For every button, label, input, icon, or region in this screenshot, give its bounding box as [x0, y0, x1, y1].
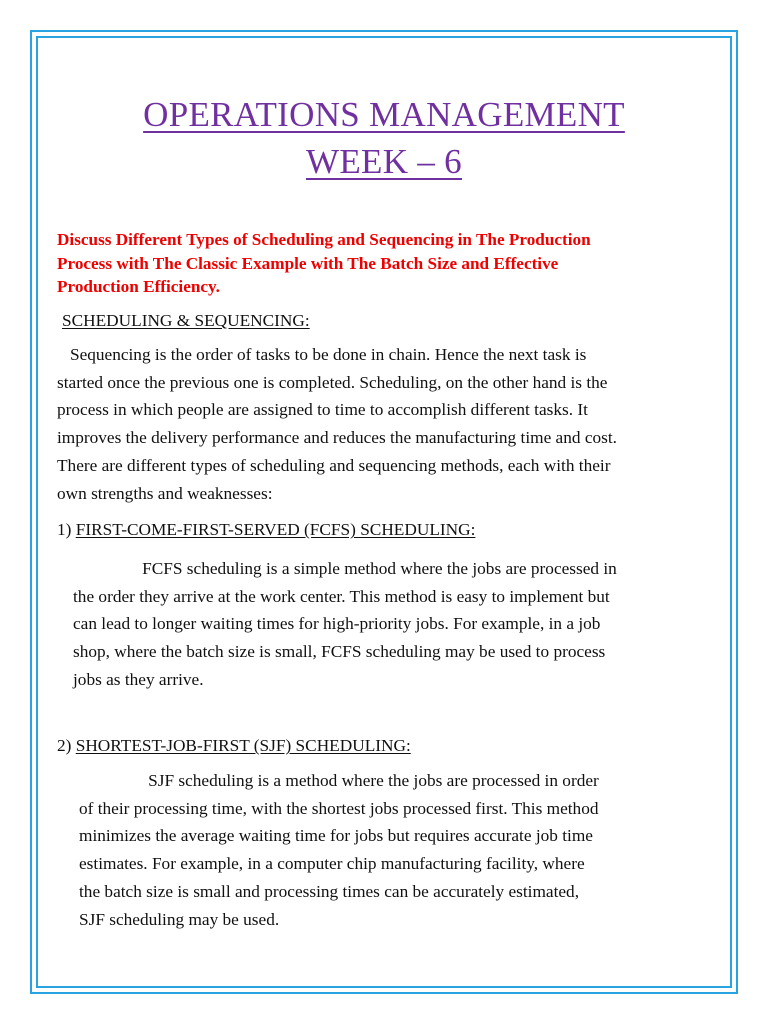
paragraph-line: own strengths and weaknesses: — [57, 483, 273, 503]
section-heading-label: SHORTEST-JOB-FIRST (SJF) SCHEDULING: — [75, 736, 411, 755]
paragraph-line: FCFS scheduling is a simple method where the jobs are processed in — [73, 559, 617, 578]
section-heading-sjf — [57, 735, 411, 757]
paragraph-line: SJF scheduling may be used. — [79, 909, 280, 929]
paragraph-sjf — [79, 767, 709, 933]
paragraph-line: SJF scheduling is a method where the jobs are processed in order — [79, 771, 599, 790]
paragraph-line: the order they arrive at the work center. This method is easy to implement but — [73, 586, 610, 606]
paragraph-line: minimizes the average waiting time for jobs but requires accurate job time — [79, 826, 593, 846]
section-heading-scheduling — [62, 310, 310, 332]
section-heading-label: FIRST-COME-FIRST-SERVED (FCFS) SCHEDULING: — [75, 520, 476, 539]
paragraph-line: shop, where the batch size is small, FCFS scheduling may be used to process — [73, 642, 606, 662]
question-text — [57, 228, 717, 299]
section-heading-label: SCHEDULING & SEQUENCING: — [62, 311, 310, 330]
question-line: Process with The Classic Example with The Batch Size and Effective — [57, 253, 559, 273]
section-number: 1) — [57, 520, 76, 539]
paragraph-line: estimates. For example, in a computer chip manufacturing facility, where — [79, 854, 585, 874]
paragraph-line: of their processing time, with the shortest jobs processed first. This method — [79, 798, 599, 818]
paragraph-line: Sequencing is the order of tasks to be done in chain. Hence the next task is — [57, 345, 587, 364]
paragraph-line: process in which people are assigned to time to accomplish different tasks. It — [57, 400, 588, 420]
question-line: Discuss Different Types of Scheduling and Sequencing in The Production — [57, 230, 591, 249]
page-title-line1: OPERATIONS MANAGEMENT — [143, 95, 625, 134]
paragraph-line: started once the previous one is completed. Scheduling, on the other hand is the — [57, 372, 608, 392]
paragraph-line: There are different types of scheduling and sequencing methods, each with their — [57, 455, 611, 475]
paragraph-line: can lead to longer waiting times for high-priority jobs. For example, in a job — [73, 614, 601, 634]
paragraph-line: the batch size is small and processing times can be accurately estimated, — [79, 881, 580, 901]
paragraph-line: improves the delivery performance and reduces the manufacturing time and cost. — [57, 428, 617, 448]
section-number: 2) — [57, 736, 76, 755]
page-title-line2: WEEK – 6 — [306, 142, 462, 181]
question-line: Production Efficiency. — [57, 277, 220, 296]
section-heading-fcfs — [57, 519, 475, 541]
paragraph-intro — [57, 341, 717, 507]
paragraph-line: jobs as they arrive. — [73, 669, 204, 689]
paragraph-fcfs — [73, 555, 713, 694]
